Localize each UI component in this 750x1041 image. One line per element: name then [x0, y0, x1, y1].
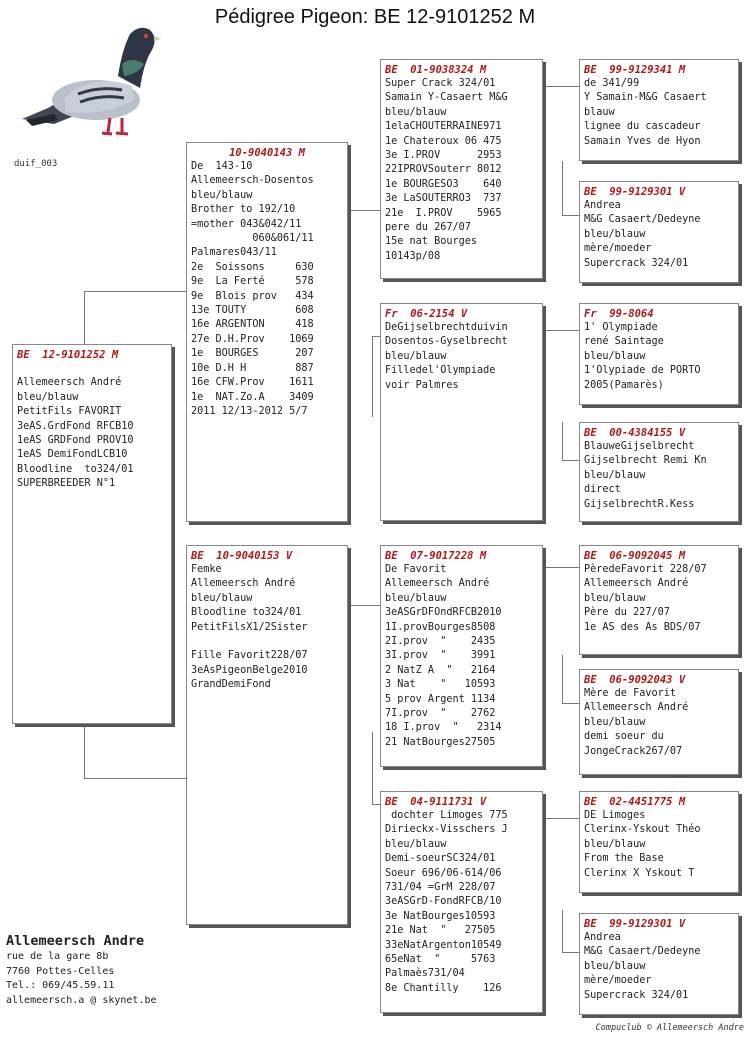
card-details: Andrea M&G Casaert/Dedeyne bleu/blauw mère/moeder Supercrack 324/01: [584, 200, 701, 269]
ring-number: BE 12-9101252 M: [17, 349, 119, 361]
card-details: de 341/99 Y Samain-M&G Casaert blauw lignee du cascadeur Samain Yves de Hyon: [584, 78, 707, 147]
connector-line: [562, 215, 580, 216]
connector-line: [562, 703, 580, 704]
card-details: De Favorit Allemeersch André bleu/blauw 3eASGrDFOndRFCB2010 1I.provBourges8508 2I.prov " 2435 3I.prov " 3991 2 NatZ A " 2164 3 Nat " 10593 5 prov Argent 1134 7I.prov " 2762 18 I.prov " 2314 21 NatBourges27505: [385, 564, 502, 748]
ring-number: BE 01-9038324 M: [385, 64, 487, 76]
ring-number: 10-9040143 M: [229, 147, 305, 159]
card-details: Femke Allemeersch André bleu/blauw Bloodline to324/01 PetitFilsX1/2Sister Fille Favorit228/07 3eAsPigeonBelge2010 GrandDemiFond: [191, 564, 308, 691]
owner-address: rue de la gare 8b: [6, 951, 109, 962]
photo-label: duif_003: [14, 159, 58, 169]
connector-line: [347, 210, 381, 211]
owner-info: [6, 932, 157, 1008]
great-grandparent-card: [579, 669, 739, 775]
granddam-maternal-card: [380, 791, 543, 1013]
ring-number: BE 99-9129341 M: [584, 64, 686, 76]
connector-line: [542, 330, 580, 331]
ring-number: BE 04-9111731 V: [385, 796, 487, 808]
connector-line: [84, 291, 85, 346]
great-grandparent-card: [579, 913, 739, 1015]
ring-number: BE 99-9129301 V: [584, 186, 686, 198]
connector-line: [542, 86, 580, 87]
connector-line: [562, 910, 563, 952]
great-grandparent-card: [579, 422, 739, 522]
card-details: BlauweGijselbrecht Gijselbrecht Remi Kn bleu/blauw direct GijselbrechtR.Kess: [584, 441, 707, 510]
connector-line: [372, 732, 373, 804]
connector-line: [84, 291, 187, 292]
connector-line: [347, 605, 381, 606]
great-grandparent-card: [579, 791, 739, 893]
connector-line: [562, 161, 563, 215]
connector-line: [542, 567, 580, 568]
connector-line: [562, 952, 580, 953]
connector-line: [372, 336, 373, 417]
ring-number: BE 10-9040153 V: [191, 550, 293, 562]
great-grandparent-card: [579, 181, 739, 283]
pigeon-photo: [14, 16, 162, 146]
card-details: De 143-10 Allemeersch-Dosentos bleu/blauw Brother to 192/10 =mother 043&042/11 060&061/11 Palmares043/11 2e Soissons 630 9e La Ferté 578 9e Blois prov 434 13e TOUTY 608 16e ARGENTON 418 27e D.H.Prov 1069 1e BOURGES 207 10e D.H H 887 16e CFW.Prov 1611 1e NAT.Zo.A 3409 2011 12/13-2012 5/7: [191, 161, 314, 417]
great-grandparent-card: [579, 545, 739, 655]
ring-number: BE 06-9092045 M: [584, 550, 686, 562]
card-details: Allemeersch André bleu/blauw PetitFils FAVORIT 3eAS.GrdFond RFCB10 1eAS GRDFond PROV10 1eAS DemiFondLCB10 Bloodline to324/01 SUPERBREEDER N°1: [17, 377, 134, 490]
card-details: DeGijselbrechtduivin Dosentos-Gyselbrecht bleu/blauw Filledel'Olympiade voir Palmres: [385, 322, 508, 391]
great-grandparent-card: [579, 59, 739, 161]
ring-number: Fr 06-2154 V: [385, 308, 468, 320]
connector-line: [84, 723, 85, 778]
ring-number: BE 99-9129301 V: [584, 918, 686, 930]
dam-card: [186, 545, 348, 925]
grandsire-maternal-card: [380, 545, 543, 767]
card-details: DE Limoges Clerinx-Yskout Théo bleu/blauw From the Base Clerinx X Yskout T: [584, 810, 701, 879]
ring-number: BE 06-9092043 V: [584, 674, 686, 686]
card-details: 1' Olympiade rené Saintage bleu/blauw 1'Olypiade de PORTO 2005(Pamarès): [584, 322, 701, 391]
connector-line: [562, 422, 563, 460]
ring-number: BE 02-4451775 M: [584, 796, 686, 808]
sire-card: [186, 142, 348, 522]
card-details: Super Crack 324/01 Samain Y-Casaert M&G bleu/blauw 1elaCHOUTERRAINE971 1e Chateroux 06 475 3e I.PROV 2953 22IPROVSouterr 8012 1e BOURGESO3 640 3e LaSOUTERRO3 737 21e I.PROV 5965 pere du 267/07 15e nat Bourges 10143p/08: [385, 78, 508, 262]
card-details: PèredeFavorit 228/07 Allemeersch André bleu/blauw Père du 227/07 1e AS des As BDS/07: [584, 564, 707, 633]
ring-number: BE 00-4384155 V: [584, 427, 686, 439]
card-details: Andrea M&G Casaert/Dedeyne bleu/blauw mère/moeder Supercrack 324/01: [584, 932, 701, 1001]
owner-name: Allemeersch Andre: [6, 933, 145, 949]
owner-email: allemeersch.a @ skynet.be: [6, 994, 157, 1006]
subject-card: [12, 344, 172, 724]
card-details: dochter Limoges 775 Dirieckx-Visschers J bleu/blauw Demi-soeurSC324/01 Soeur 696/06-614/06 731/04 =GrM 228/07 3eASGrD-FondRFCB/10 3e NatBourges10593 21e Nat " 27505 33eNatArgenton10549 65eNat " 5763 Palmaès731/04 8e Chantilly 126: [385, 810, 508, 994]
grandsire-paternal-card: [380, 59, 543, 279]
owner-phone: Tel.: 069/45.59.11: [6, 980, 115, 991]
connector-line: [84, 778, 187, 779]
connector-line: [562, 655, 563, 703]
footer-credit: Compuclub © Allemeersch Andre: [595, 1023, 744, 1033]
ring-number: BE 07-9017228 M: [385, 550, 487, 562]
great-grandparent-card: [579, 303, 739, 405]
connector-line: [542, 818, 580, 819]
ring-number: Fr 99-8064: [584, 308, 654, 320]
card-details: Mère de Favorit Allemeersch André bleu/blauw demi soeur du JongeCrack267/07: [584, 688, 689, 757]
page-title: Pédigree Pigeon: BE 12-9101252 M: [214, 6, 536, 28]
connector-line: [562, 460, 580, 461]
granddam-paternal-card: [380, 303, 543, 521]
owner-city: 7760 Pottes-Celles: [6, 965, 115, 977]
